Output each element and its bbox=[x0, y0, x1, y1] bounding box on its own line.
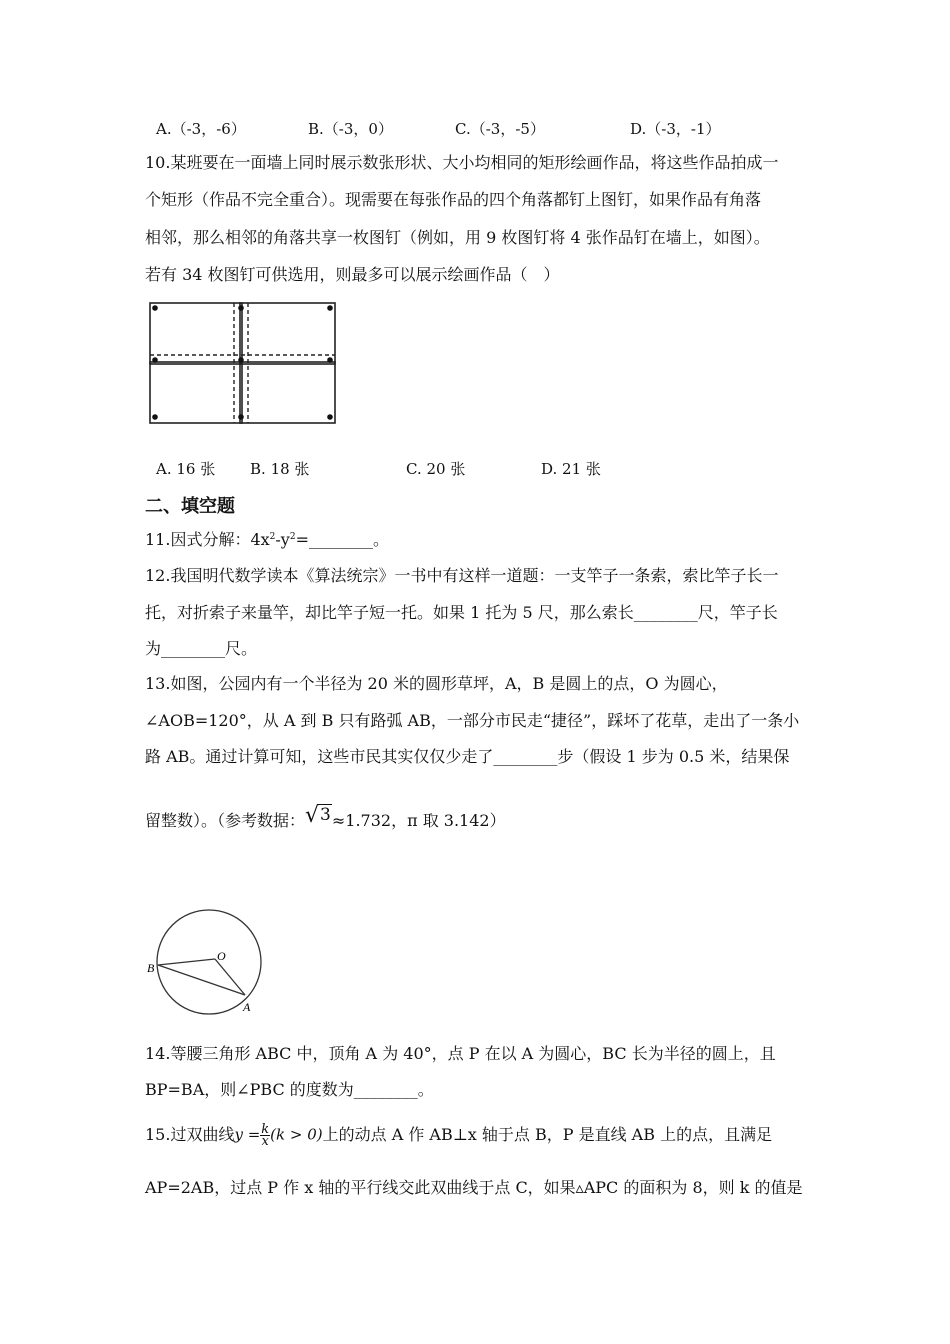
q10-line-1: 10.某班要在一面墙上同时展示数张形状、大小均相同的矩形绘画作品，将这些作品拍成一 bbox=[145, 153, 779, 172]
lawn-circle bbox=[157, 910, 261, 1014]
q10-option-c: C. 20 张 bbox=[406, 460, 466, 478]
q12-line-1: 12.我国明代数学读本《算法统宗》一书中有这样一道题：一支竿子一条索，索比竿子长一 bbox=[145, 566, 779, 585]
pin-7 bbox=[152, 414, 158, 420]
q10-line-3: 相邻，那么相邻的角落共享一枚图钉（例如，用 9 枚图钉将 4 张作品钉在墙上，如图）。 bbox=[145, 228, 770, 247]
q9-option-c: C.（-3，-5） bbox=[455, 120, 545, 138]
label-b: B bbox=[147, 961, 155, 975]
q9-option-a: A.（-3，-6） bbox=[156, 120, 246, 138]
pin-2 bbox=[238, 305, 244, 311]
q10-line-2: 个矩形（作品不完全重合）。现需要在每张作品的四个角落都钉上图钉，如果作品有角落 bbox=[145, 190, 762, 209]
q9-option-b: B.（-3，0） bbox=[308, 120, 393, 138]
label-o: O bbox=[217, 949, 226, 963]
pin-8 bbox=[238, 414, 244, 420]
pinned-drawings-figure bbox=[145, 298, 340, 428]
q13-line-4: 留整数）。（参考数据：√3≈1.732，π 取 3.142） bbox=[145, 803, 506, 830]
q10-line-4: 若有 34 枚图钉可供选用，则最多可以展示绘画作品（ ） bbox=[145, 265, 560, 284]
q10-option-b: B. 18 张 bbox=[250, 460, 310, 478]
pin-1 bbox=[152, 305, 158, 311]
pin-3 bbox=[327, 305, 333, 311]
q14-line-2: BP=BA，则∠PBC 的度数为________。 bbox=[145, 1080, 434, 1099]
q12-line-3: 为________尺。 bbox=[145, 639, 258, 658]
drawing-bottom-right bbox=[240, 362, 335, 423]
q10-option-a: A. 16 张 bbox=[156, 460, 216, 478]
label-a: A bbox=[243, 1000, 251, 1014]
sqrt-symbol: √ bbox=[305, 803, 320, 828]
q13-line-1: 13.如图，公园内有一个半径为 20 米的圆形草坪，A，B 是圆上的点，O 为圆心， bbox=[145, 674, 728, 693]
drawing-bottom-left bbox=[150, 362, 242, 423]
pin-4 bbox=[152, 357, 158, 363]
q11-line: 11.因式分解：$4x^2-y^2=\_\_\_\_\_\_\_\_$。 bbox=[145, 530, 389, 549]
q12-line-2: 托，对折索子来量竿，却比竿子短一托。如果 1 托为 5 尺，那么索长________尺，竿子长 bbox=[145, 603, 778, 622]
q13-line-3: 路 AB。通过计算可知，这些市民其实仅仅少走了________步（假设 1 步为 0.5 米，结果保 bbox=[145, 747, 790, 766]
radius-ob bbox=[158, 959, 215, 965]
hyperbola-formula: y = $\frac{k}{x}$ (k > 0) bbox=[234, 1122, 323, 1149]
q14-line-1: 14.等腰三角形 ABC 中，顶角 A 为 40°，点 P 在以 A 为圆心，BC 长为半径的圆上，且 bbox=[145, 1044, 776, 1063]
q13-line-2: ∠AOB=120°，从 A 到 B 只有路弧 AB，一部分市民走“捷径”，踩坏了花草，走出了一条小 bbox=[145, 711, 800, 730]
q10-option-d: D. 21 张 bbox=[541, 460, 601, 478]
section-title-fill-in: 二、填空题 bbox=[145, 496, 235, 517]
q15-line-1: 15.过双曲线y = $\frac{k}{x}$ (k > 0)上的动点 A 作 AB⊥x 轴于点 B，P 是直线 AB 上的点，且满足 bbox=[145, 1122, 773, 1149]
q9-option-d: D.（-3，-1） bbox=[630, 120, 721, 138]
pin-5 bbox=[238, 357, 244, 363]
circle-lawn-figure bbox=[145, 905, 270, 1020]
q15-line-2: AP=2AB，过点 P 作 x 轴的平行线交此双曲线于点 C，如果▵APC 的面积为 8，则 k 的值是 bbox=[145, 1178, 803, 1197]
pin-9 bbox=[327, 414, 333, 420]
pin-6 bbox=[327, 357, 333, 363]
